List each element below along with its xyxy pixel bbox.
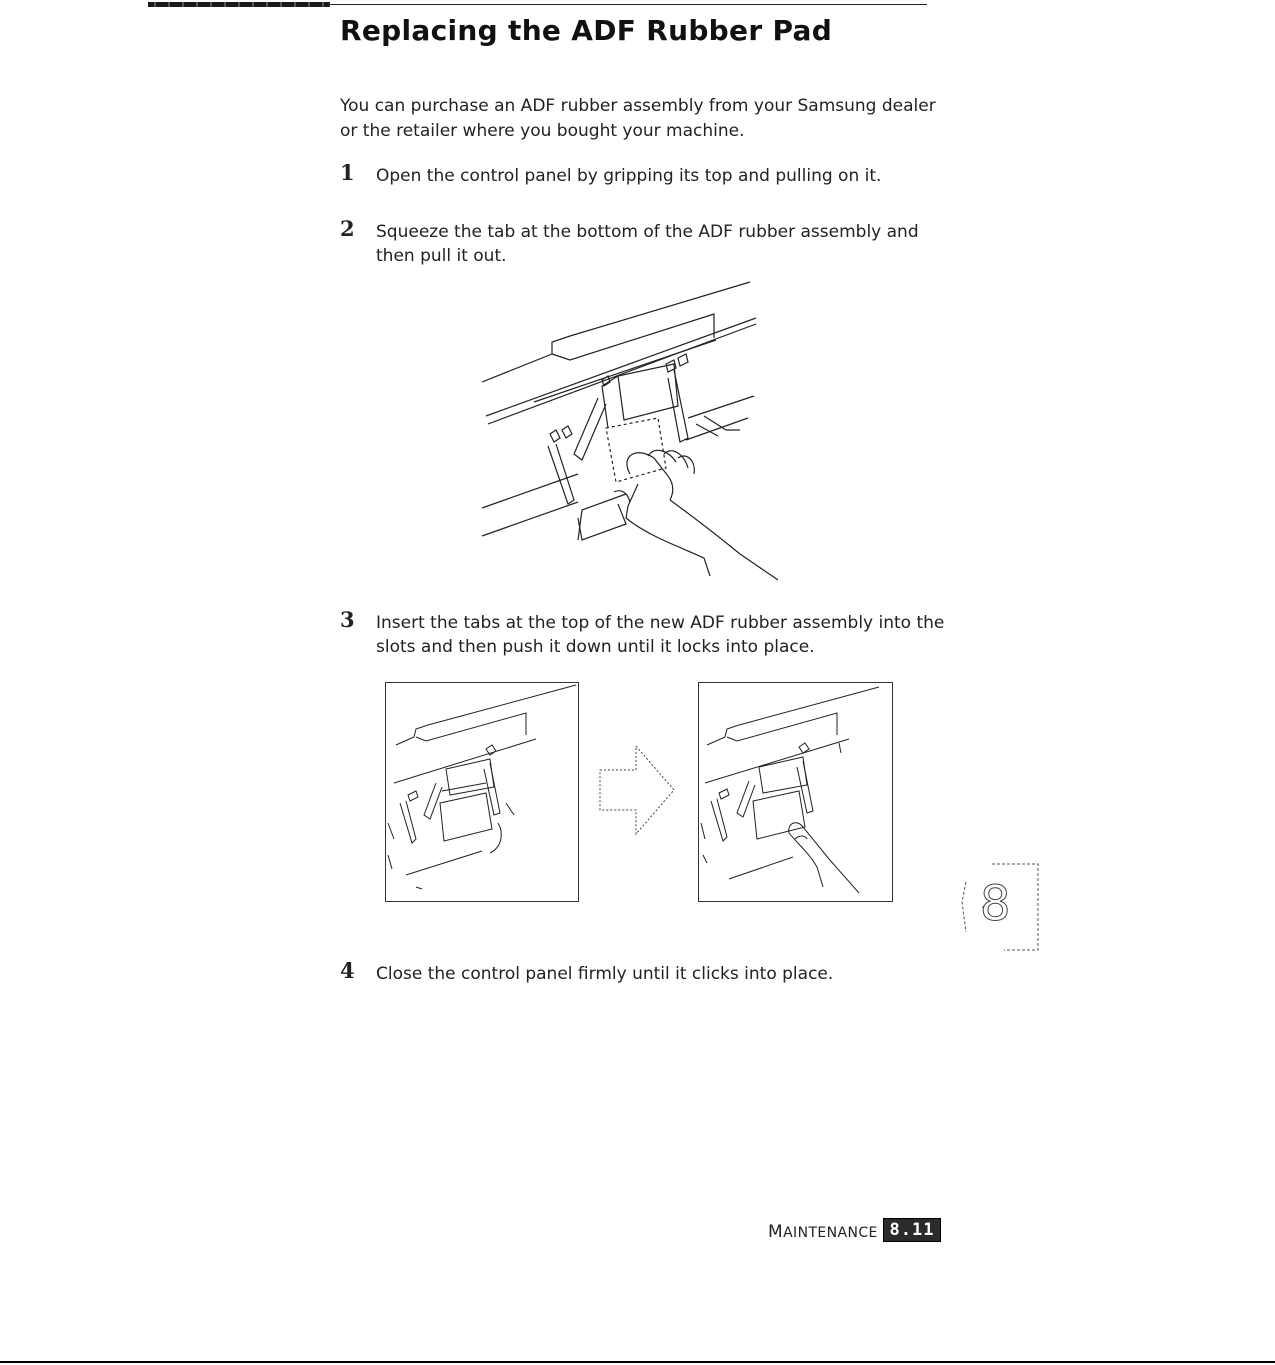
right-arrow-icon (596, 742, 676, 838)
step-number: 4 (340, 958, 355, 983)
step-number: 2 (340, 216, 355, 241)
step-text: Close the control panel firmly until it clicks into place. (376, 964, 834, 984)
step-number: 1 (340, 160, 355, 185)
chapter-tab (958, 862, 1040, 954)
header-rule-thick (148, 2, 330, 7)
page-number-badge: 8.11 (883, 1218, 941, 1242)
footer-section-rest: AINTENANCE (783, 1225, 878, 1241)
step-text: Open the control panel by gripping its top and pulling on it. (376, 166, 882, 186)
intro-paragraph: You can purchase an ADF rubber assembly from your Samsung dealer or the retailer where you bought your machine. (340, 96, 936, 141)
chapter-number: 8 (980, 876, 1011, 932)
page-title: Replacing the ADF Rubber Pad (340, 14, 833, 47)
footer-rule (0, 1361, 1275, 1363)
step-number: 3 (340, 607, 355, 632)
header-rule-thin (330, 4, 927, 5)
illustration-insert-after (698, 682, 893, 902)
footer-section-initial: M (768, 1222, 784, 1242)
illustration-remove-adf-rubber (478, 278, 778, 583)
illustration-insert-before (385, 682, 579, 902)
footer-section-label (768, 1222, 878, 1242)
step-text: Insert the tabs at the top of the new ADF rubber assembly into the slots and then push it down until it locks into place. (376, 613, 945, 657)
step-text: Squeeze the tab at the bottom of the ADF rubber assembly and then pull it out. (376, 222, 919, 266)
